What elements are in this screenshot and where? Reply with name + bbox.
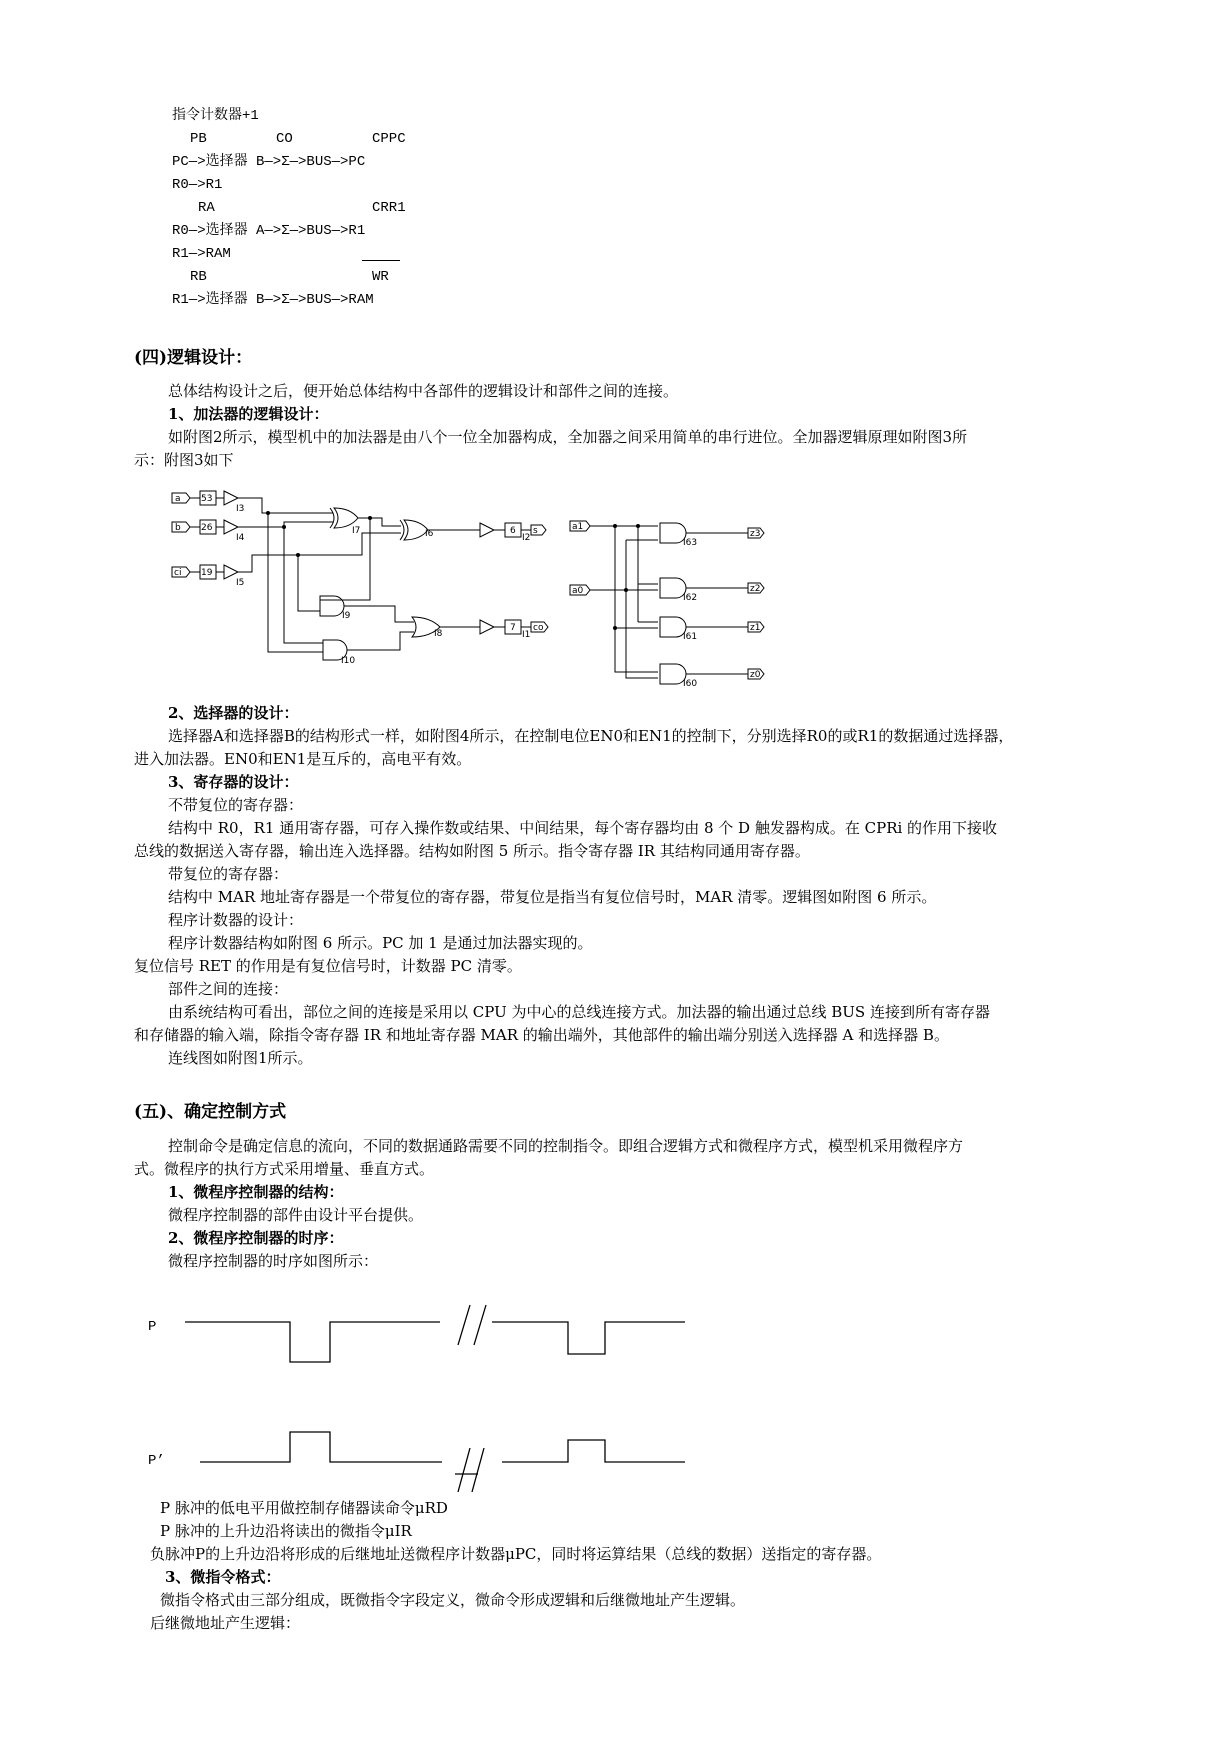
waveform-p — [185, 1322, 440, 1362]
flow-line-4: R0—>R1 — [172, 177, 223, 193]
para: 带复位的寄存器： — [168, 865, 289, 883]
para: 微程序控制器的部件由设计平台提供。 — [168, 1206, 424, 1224]
subheading: 3、微指令格式： — [165, 1568, 281, 1586]
flow-label-co: CO — [276, 131, 293, 147]
waveform-p-prime — [200, 1432, 442, 1462]
para: 程序计数器的设计： — [168, 911, 304, 929]
para: 选择器A和选择器B的结构形式一样，如附图4所示，在控制电位EN0和EN1的控制下，分别选择R0的或R1的数据通过选择器， — [168, 727, 1014, 745]
and-gate-i10-label: I10 — [341, 656, 356, 666]
flow-label-wr: WR — [372, 269, 389, 285]
output-box-6-id: I2 — [522, 533, 531, 543]
buffer-i4 — [224, 520, 238, 534]
para: 如附图2所示，模型机中的加法器是由八个一位全加器构成，全加器之间采用简单的串行进位。全加器逻辑原理如附图3所 — [168, 428, 968, 446]
subheading: 1、微程序控制器的结构： — [168, 1183, 344, 1201]
xor-gate-i7 — [334, 508, 358, 528]
input-box-19-label: 19 — [201, 568, 213, 578]
para: 复位信号 RET 的作用是有复位信号时，计数器 PC 清零。 — [134, 957, 522, 975]
input-a1-label: a1 — [572, 522, 584, 532]
para: 进入加法器。EN0和EN1是互斥的，高电平有效。 — [134, 750, 472, 768]
flow-line-7: R1—>RAM — [172, 246, 231, 262]
or-gate-i8-label: I8 — [434, 629, 443, 639]
flow-label-ra: RA — [198, 200, 215, 216]
para: 微程序控制器的时序如图所示： — [168, 1252, 379, 1270]
para: 后继微地址产生逻辑： — [150, 1614, 301, 1632]
para: 程序计数器结构如附图 6 所示。PC 加 1 是通过加法器实现的。 — [168, 934, 593, 952]
flow-label-cppc: CPPC — [372, 131, 406, 147]
and-gate-i61-label: I61 — [683, 632, 698, 642]
output-box-6-label: 6 — [510, 526, 516, 536]
buffer-i5 — [224, 565, 238, 579]
flow-line-1: 指令计数器+1 — [172, 108, 259, 124]
para: 连线图如附图1所示。 — [168, 1049, 313, 1067]
input-a0-label: a0 — [572, 586, 584, 596]
adder-circuit-diagram — [0, 0, 1228, 700]
and-gate-i60-label: I60 — [683, 679, 698, 689]
output-z2-label: z2 — [750, 584, 761, 594]
para: 总线的数据送入寄存器，输出连入选择器。结构如附图 5 所示。指令寄存器 IR 其结构同通用寄存器。 — [134, 842, 810, 860]
timing-note-2: P 脉冲的上升边沿将读出的微指令μIR — [160, 1522, 412, 1540]
subheading: 1、加法器的逻辑设计： — [168, 405, 329, 423]
output-z3-label: z3 — [750, 529, 761, 539]
input-ci-label: ci — [174, 568, 182, 578]
and-gate-i9 — [320, 596, 344, 616]
signal-p-prime-label: P’ — [148, 1453, 165, 1469]
signal-p-label: P — [148, 1319, 157, 1335]
section-5-heading: (五)、确定控制方式 — [134, 1102, 287, 1122]
break-mark-pp-1 — [458, 1448, 470, 1492]
para: 控制命令是确定信息的流向，不同的数据通路需要不同的控制指令。即组合逻辑方式和微程序方式，模型机采用微程序方 — [168, 1137, 964, 1155]
para: 示：附图3如下 — [134, 451, 234, 469]
para: 式。微程序的执行方式采用增量、垂直方式。 — [134, 1160, 435, 1178]
subheading: 3、寄存器的设计： — [168, 773, 299, 791]
output-box-7-label: 7 — [510, 623, 516, 633]
xor-gate-i6-label: I6 — [425, 529, 434, 539]
para: 不带复位的寄存器： — [168, 796, 304, 814]
buffer-i4-label: I4 — [236, 533, 245, 543]
subheading: 2、微程序控制器的时序： — [168, 1229, 344, 1247]
subheading: 2、选择器的设计： — [168, 704, 299, 722]
input-box-26-label: 26 — [201, 523, 213, 533]
output-box-7-id: I1 — [522, 630, 531, 640]
buffer-i5-label: I5 — [236, 578, 245, 588]
output-s-label: s — [533, 526, 538, 536]
para: 总体结构设计之后，便开始总体结构中各部件的逻辑设计和部件之间的连接。 — [168, 382, 679, 400]
break-mark-p-1 — [458, 1305, 470, 1345]
flow-line-9: R1—>选择器 B—>Σ—>BUS—>RAM — [172, 292, 374, 308]
para: 结构中 MAR 地址寄存器是一个带复位的寄存器，带复位是指当有复位信号时，MAR 清零。逻辑图如附图 6 所示。 — [168, 888, 937, 906]
buffer-i3-label: I3 — [236, 504, 245, 514]
flow-label-rb: RB — [190, 269, 207, 285]
para: 微指令格式由三部分组成，既微指令字段定义，微命令形成逻辑和后继微地址产生逻辑。 — [160, 1591, 746, 1609]
timing-note-1: P 脉冲的低电平用做控制存储器读命令μRD — [160, 1499, 448, 1517]
flow-label-pb: PB — [190, 131, 207, 147]
input-b-label: b — [175, 523, 181, 533]
para: 和存储器的输入端，除指令寄存器 IR 和地址寄存器 MAR 的输出端外，其他部件的输出端分别送入选择器 A 和选择器 B。 — [134, 1026, 949, 1044]
flow-line-6: R0—>选择器 A—>Σ—>BUS—>R1 — [172, 223, 366, 239]
xor-gate-i7-label: I7 — [352, 526, 361, 536]
timing-note-3: 负脉冲P的上升边沿将形成的后继地址送微程序计数器μPC，同时将运算结果（总线的数据）送指定的寄存器。 — [150, 1545, 882, 1563]
flow-line-3: PC—>选择器 B—>Σ—>BUS—>PC — [172, 154, 366, 170]
buffer-s — [480, 523, 494, 537]
output-z1-label: z1 — [750, 623, 761, 633]
break-mark-p-2 — [474, 1305, 486, 1345]
para: 由系统结构可看出，部位之间的连接是采用以 CPU 为中心的总线连接方式。加法器的输出通过总线 BUS 连接到所有寄存器 — [168, 1003, 990, 1021]
output-z0-label: z0 — [750, 670, 761, 680]
input-a-label: a — [175, 494, 181, 504]
and-gate-i62-label: I62 — [683, 593, 698, 603]
buffer-co — [480, 620, 494, 634]
input-box-53-label: 53 — [201, 494, 213, 504]
section-4-heading: (四)逻辑设计： — [134, 348, 253, 368]
and-gate-i9-label: I9 — [342, 611, 351, 621]
buffer-i3 — [224, 491, 238, 505]
output-co-label: co — [533, 623, 544, 633]
para: 结构中 R0，R1 通用寄存器，可存入操作数或结果、中间结果，每个寄存器均由 8 个 D 触发器构成。在 CPRi 的作用下接收 — [168, 819, 998, 837]
break-mark-pp-2 — [472, 1448, 484, 1492]
and-gate-i63-label: I63 — [683, 538, 698, 548]
flow-label-crr1: CRR1 — [372, 200, 406, 216]
para: 部件之间的连接： — [168, 980, 289, 998]
